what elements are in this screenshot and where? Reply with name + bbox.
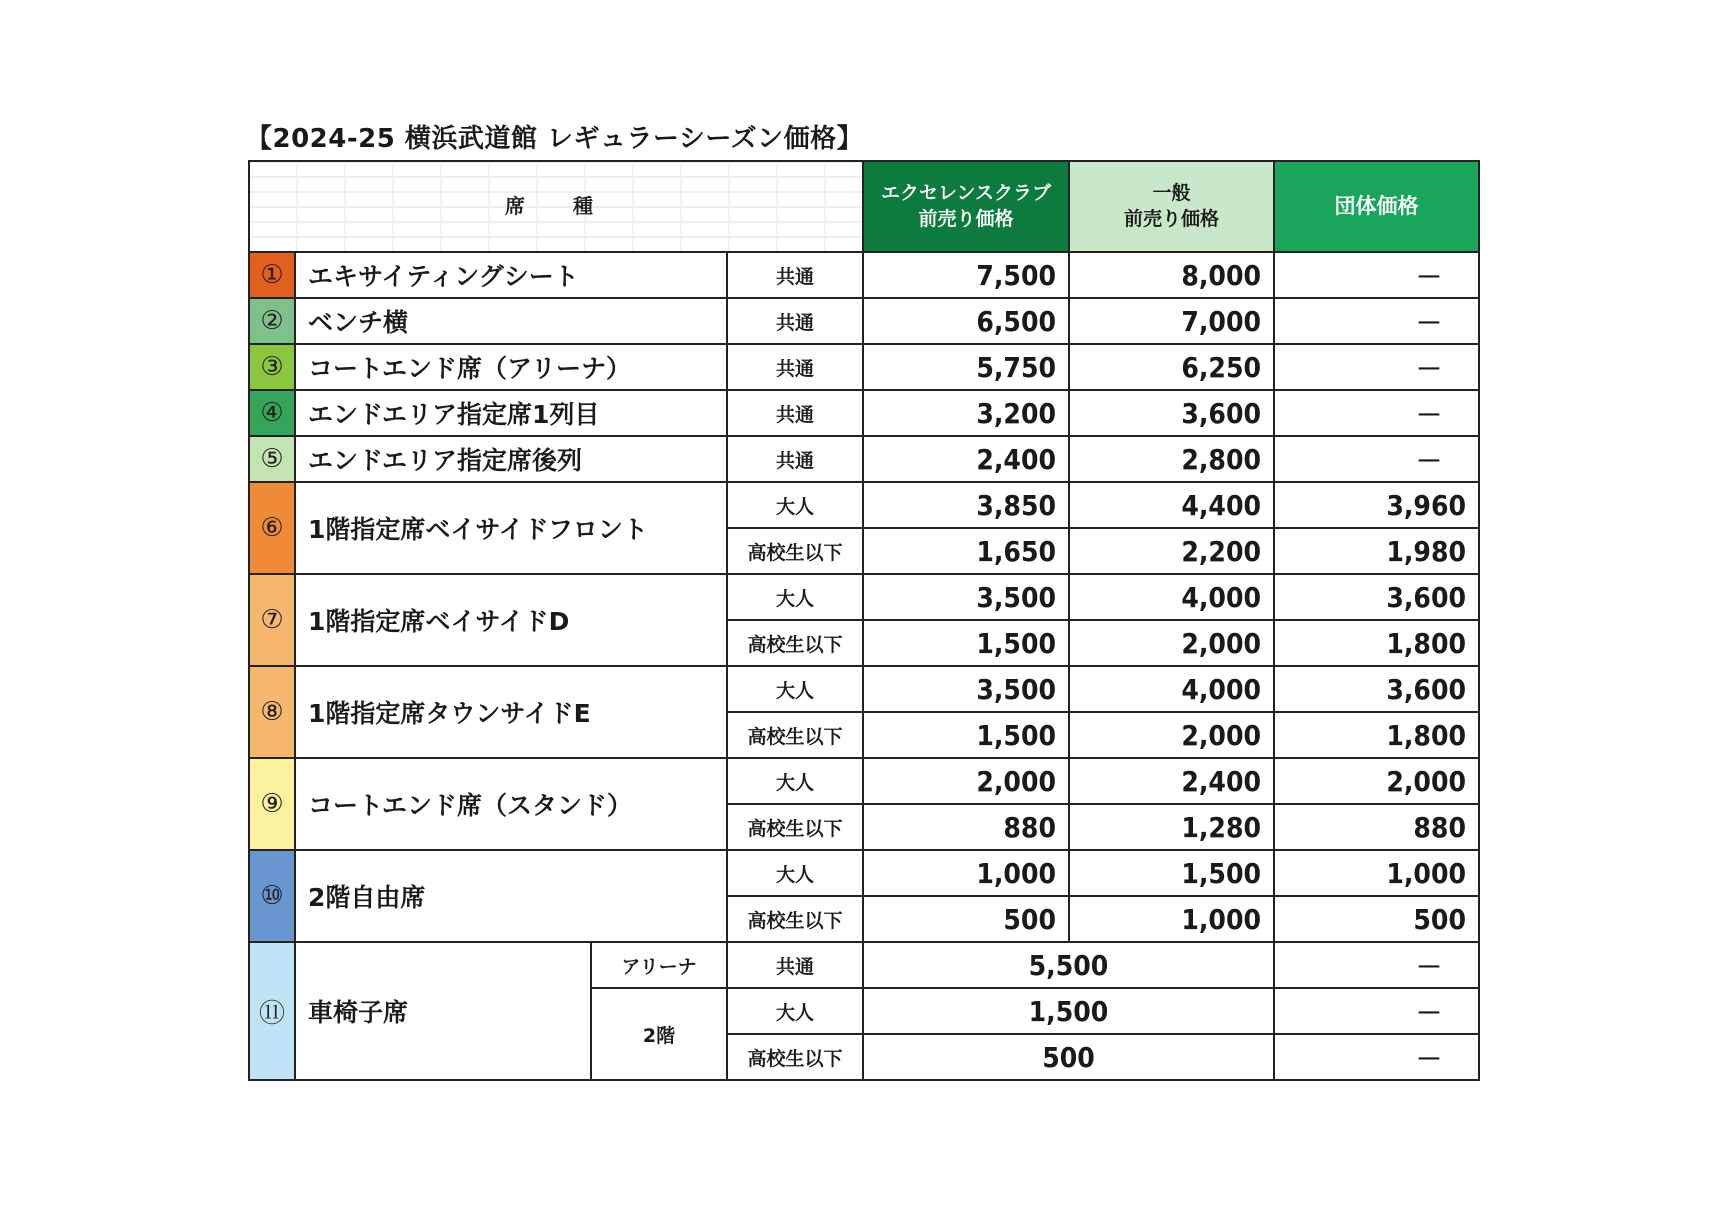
seat-name: ベンチ横: [295, 298, 727, 344]
ticket-category: 大人: [727, 574, 863, 620]
price-table: [248, 160, 1480, 1081]
table-row: [249, 436, 1479, 482]
ticket-category: 大人: [727, 988, 863, 1034]
group-price: －: [1274, 1034, 1479, 1080]
excellence-price: 1,500: [863, 620, 1069, 666]
seat-name: コートエンド席（スタンド）: [295, 758, 727, 850]
table-row: [249, 390, 1479, 436]
seat-number-badge: ⑩: [249, 850, 295, 942]
seat-name: コートエンド席（アリーナ）: [295, 344, 727, 390]
excellence-price: 7,500: [863, 252, 1069, 298]
table-row: [249, 758, 1479, 804]
group-price: 880: [1274, 804, 1479, 850]
general-price: 4,000: [1069, 574, 1274, 620]
general-price: 4,000: [1069, 666, 1274, 712]
seat-number-badge: ④: [249, 390, 295, 436]
excellence-price: 3,200: [863, 390, 1069, 436]
shared-price: 1,500: [863, 988, 1274, 1034]
group-price: 3,600: [1274, 666, 1479, 712]
ticket-category: 共通: [727, 942, 863, 988]
ticket-category: 高校生以下: [727, 620, 863, 666]
table-row: [249, 666, 1479, 712]
seat-name: エンドエリア指定席後列: [295, 436, 727, 482]
seat-number-badge: ①: [249, 252, 295, 298]
seat-name: エキサイティングシート: [295, 252, 727, 298]
excellence-price: 5,750: [863, 344, 1069, 390]
seat-name: エンドエリア指定席1列目: [295, 390, 727, 436]
seat-number-badge: ⑦: [249, 574, 295, 666]
shared-price: 500: [863, 1034, 1274, 1080]
page-title: 【2024-25 横浜武道館 レギュラーシーズン価格】: [246, 124, 864, 154]
excellence-price: 500: [863, 896, 1069, 942]
header-excellence-line2: 前売り価格: [918, 207, 1014, 230]
seat-number-badge: ⑪: [249, 942, 295, 1080]
header-seat-type: 席 種: [249, 161, 863, 252]
ticket-category: 高校生以下: [727, 528, 863, 574]
seat-name: 1階指定席ベイサイドD: [295, 574, 727, 666]
excellence-price: 3,500: [863, 666, 1069, 712]
group-price: －: [1274, 252, 1479, 298]
general-price: 2,000: [1069, 620, 1274, 666]
seat-subarea: 2階: [591, 988, 727, 1080]
ticket-category: 高校生以下: [727, 896, 863, 942]
seat-subarea: アリーナ: [591, 942, 727, 988]
group-price: 2,000: [1274, 758, 1479, 804]
group-price: 3,600: [1274, 574, 1479, 620]
ticket-category: 大人: [727, 758, 863, 804]
group-price: 500: [1274, 896, 1479, 942]
seat-name: 車椅子席: [295, 942, 591, 1080]
ticket-category: 共通: [727, 344, 863, 390]
group-price: －: [1274, 390, 1479, 436]
table-row: [249, 344, 1479, 390]
general-price: 4,400: [1069, 482, 1274, 528]
ticket-category: 共通: [727, 252, 863, 298]
excellence-price: 880: [863, 804, 1069, 850]
seat-number-badge: ⑥: [249, 482, 295, 574]
header-group-price: 団体価格: [1274, 161, 1479, 252]
excellence-price: 3,850: [863, 482, 1069, 528]
general-price: 1,280: [1069, 804, 1274, 850]
seat-number-badge: ②: [249, 298, 295, 344]
group-price: 1,000: [1274, 850, 1479, 896]
ticket-category: 高校生以下: [727, 1034, 863, 1080]
ticket-category: 大人: [727, 850, 863, 896]
header-general-presale: [1069, 161, 1274, 252]
group-price: －: [1274, 344, 1479, 390]
excellence-price: 2,400: [863, 436, 1069, 482]
general-price: 1,500: [1069, 850, 1274, 896]
excellence-price: 1,000: [863, 850, 1069, 896]
seat-name: 1階指定席タウンサイドE: [295, 666, 727, 758]
ticket-category: 高校生以下: [727, 712, 863, 758]
general-price: 2,400: [1069, 758, 1274, 804]
general-price: 2,200: [1069, 528, 1274, 574]
seat-name: 2階自由席: [295, 850, 727, 942]
table-row: [249, 298, 1479, 344]
general-price: 7,000: [1069, 298, 1274, 344]
general-price: 2,000: [1069, 712, 1274, 758]
seat-number-badge: ⑨: [249, 758, 295, 850]
excellence-price: 3,500: [863, 574, 1069, 620]
group-price: －: [1274, 298, 1479, 344]
seat-number-badge: ⑧: [249, 666, 295, 758]
group-price: 1,980: [1274, 528, 1479, 574]
general-price: 1,000: [1069, 896, 1274, 942]
seat-number-badge: ③: [249, 344, 295, 390]
excellence-price: 6,500: [863, 298, 1069, 344]
ticket-category: 高校生以下: [727, 804, 863, 850]
group-price: 1,800: [1274, 620, 1479, 666]
table-row: [249, 482, 1479, 528]
table-row: [249, 574, 1479, 620]
seat-number-badge: ⑤: [249, 436, 295, 482]
general-price: 2,800: [1069, 436, 1274, 482]
ticket-category: 共通: [727, 436, 863, 482]
table-row: [249, 252, 1479, 298]
general-price: 3,600: [1069, 390, 1274, 436]
ticket-category: 大人: [727, 482, 863, 528]
ticket-category: 共通: [727, 390, 863, 436]
shared-price: 5,500: [863, 942, 1274, 988]
excellence-price: 1,500: [863, 712, 1069, 758]
ticket-category: 大人: [727, 666, 863, 712]
group-price: 3,960: [1274, 482, 1479, 528]
group-price: －: [1274, 942, 1479, 988]
header-excellence-line1: エクセレンスクラブ: [881, 181, 1051, 204]
group-price: 1,800: [1274, 712, 1479, 758]
excellence-price: 2,000: [863, 758, 1069, 804]
header-general-line1: 一般: [1152, 181, 1191, 204]
excellence-price: 1,650: [863, 528, 1069, 574]
header-general-line2: 前売り価格: [1123, 207, 1219, 230]
group-price: －: [1274, 988, 1479, 1034]
header-excellence-club-presale: [863, 161, 1069, 252]
group-price: －: [1274, 436, 1479, 482]
ticket-category: 共通: [727, 298, 863, 344]
general-price: 6,250: [1069, 344, 1274, 390]
header-row: [249, 161, 1479, 252]
table-row: [249, 850, 1479, 896]
table-row: [249, 942, 1479, 988]
seat-name: 1階指定席ベイサイドフロント: [295, 482, 727, 574]
general-price: 8,000: [1069, 252, 1274, 298]
